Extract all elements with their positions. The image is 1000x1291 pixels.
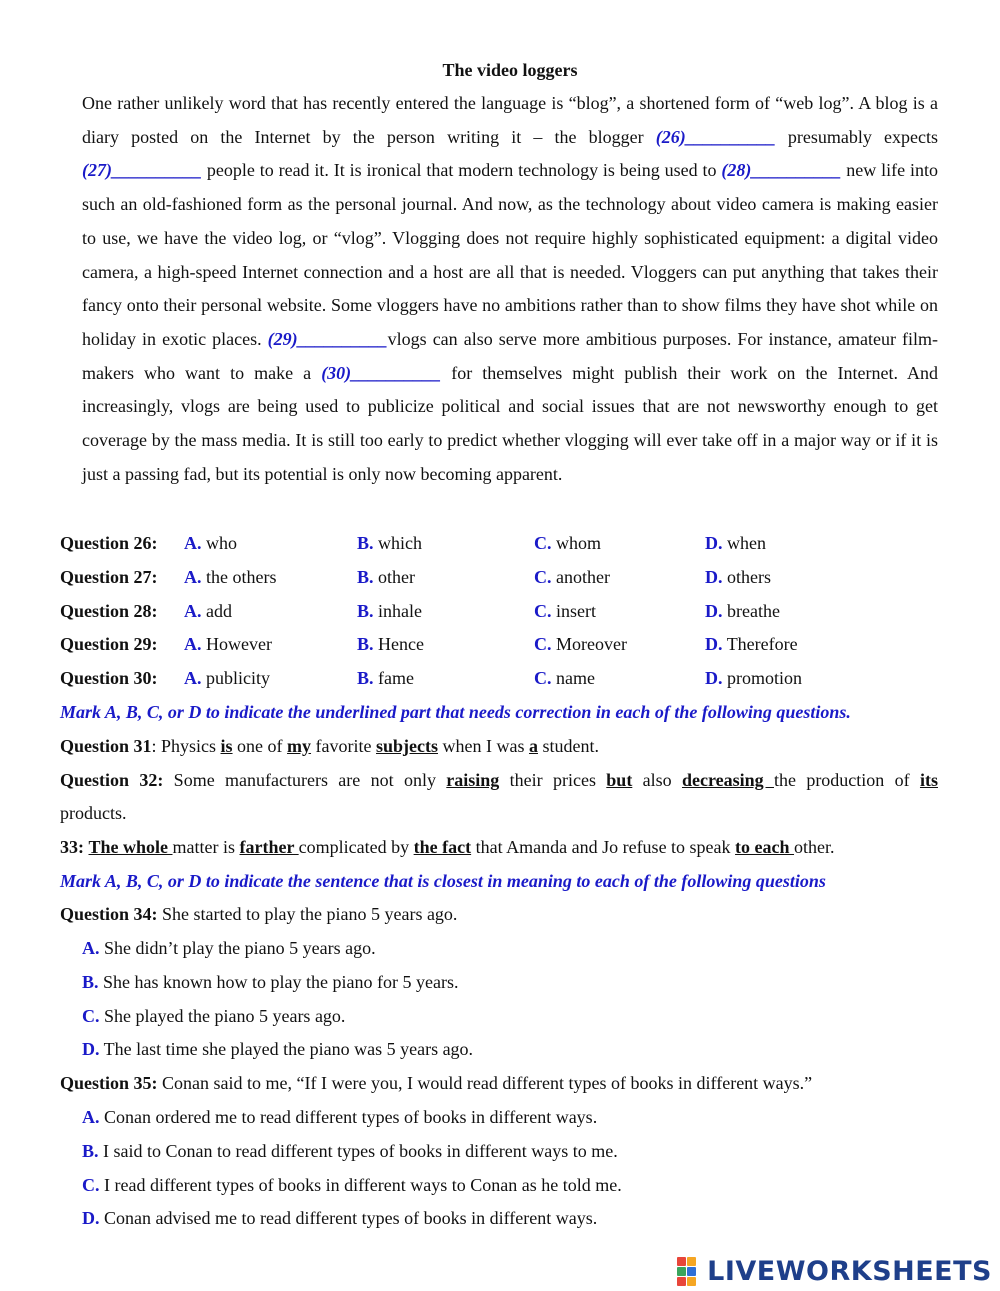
- question-33: 33: The whole matter is farther complicated by the fact that Amanda and Jo refuse to speak to each other.: [60, 837, 835, 857]
- answer-option[interactable]: B. fame: [357, 668, 414, 688]
- passage-title: The video loggers: [442, 60, 578, 80]
- underlined-part[interactable]: the fact: [413, 837, 472, 857]
- answer-option[interactable]: B. She has known how to play the piano for 5 years.: [82, 972, 459, 992]
- answer-option[interactable]: D. Therefore: [705, 634, 798, 654]
- gap-blank[interactable]: (30)__________: [321, 362, 442, 383]
- answer-option[interactable]: B. inhale: [357, 601, 422, 621]
- underlined-part[interactable]: The whole: [88, 837, 173, 857]
- answer-option[interactable]: B. which: [357, 533, 423, 553]
- gap-blank[interactable]: (29)__________: [267, 328, 388, 349]
- answer-option[interactable]: A. who: [184, 533, 237, 553]
- underlined-part[interactable]: a: [528, 736, 538, 756]
- mc-question-row: [0, 632, 1000, 656]
- answer-option[interactable]: C. whom: [534, 533, 601, 553]
- underlined-part[interactable]: subjects: [376, 736, 438, 756]
- gap-blank[interactable]: (28)__________: [721, 160, 842, 181]
- answer-option[interactable]: B. I said to Conan to read different types of books in different ways to me.: [82, 1141, 618, 1161]
- mc-question-row: [0, 666, 1000, 690]
- answer-option[interactable]: A. However: [184, 634, 272, 654]
- answer-option[interactable]: A. the others: [184, 567, 277, 587]
- passage-text: One rather unlikely word that has recently entered the language is “blog”, a shortened form of “web log”. A blog is a diary posted on the Internet by the person writing it – the blogger: [82, 93, 938, 147]
- answer-option[interactable]: A. Conan ordered me to read different types of books in different ways.: [82, 1107, 598, 1127]
- question-31: Question 31: Physics is one of my favorite subjects when I was a student.: [60, 736, 599, 756]
- passage-text: for themselves might publish their work on the Internet. And increasingly, vlogs are being used to publicize political and social issues that are not newsworthy enough to get coverage by the mass media. It is still too early to predict whether vlogging will ever take off in a major way or if it is just a passing fad, but its potential is only now becoming apparent.: [82, 362, 939, 484]
- underlined-part[interactable]: is: [220, 736, 233, 756]
- answer-option[interactable]: D. promotion: [705, 668, 802, 688]
- question-label: Question 31: [60, 736, 152, 756]
- question-label: Question 28:: [60, 601, 158, 621]
- gap-blank[interactable]: (26)__________: [655, 126, 776, 147]
- question-label: 33:: [60, 837, 84, 857]
- underlined-part[interactable]: to each: [735, 837, 795, 857]
- mc-question-row: [0, 599, 1000, 623]
- answer-option[interactable]: C. insert: [534, 601, 596, 621]
- answer-option[interactable]: D. The last time she played the piano was 5 years ago.: [82, 1039, 474, 1059]
- logo-squares-icon: [677, 1257, 703, 1285]
- underlined-part[interactable]: my: [287, 736, 312, 756]
- answer-option[interactable]: B. other: [357, 567, 415, 587]
- reading-passage: [82, 87, 938, 491]
- underlined-part[interactable]: its: [919, 770, 938, 790]
- answer-option[interactable]: B. Hence: [357, 634, 424, 654]
- gap-blank[interactable]: (27)__________: [82, 160, 202, 181]
- correction-instruction: Mark A, B, C, or D to indicate the underlined part that needs correction in each of the following questions.: [60, 702, 851, 722]
- answer-option[interactable]: C. She played the piano 5 years ago.: [82, 1006, 346, 1026]
- question-34: Question 34: She started to play the piano 5 years ago.: [60, 904, 458, 924]
- passage-text: new life into such an old-fashioned form as the personal journal. And now, as the technology about video camera is making easier to use, we have the video log, or “vlog”. Vlogging does not require highly sophisticated equipment: a digital video camera, a high-speed Internet connection and a host are all that is needed. Vloggers can put anything that takes their fancy onto their personal website. Some vloggers have no ambitions rather than to show films they have shot while on holiday in exotic places.: [82, 160, 938, 349]
- passage-text: people to read it. It is ironical that modern technology is being used to: [202, 160, 722, 181]
- passage-text: presumably expects: [775, 126, 939, 147]
- answer-option[interactable]: D. when: [705, 533, 766, 553]
- answer-option[interactable]: A. She didn’t play the piano 5 years ago.: [82, 938, 376, 958]
- question-32-continued: products.: [60, 803, 127, 823]
- answer-option[interactable]: C. another: [534, 567, 610, 587]
- meaning-instruction: Mark A, B, C, or D to indicate the sentence that is closest in meaning to each of the following questions: [60, 871, 826, 891]
- logo-text: LIVEWORKSHEETS: [707, 1255, 992, 1287]
- question-35: Question 35: Conan said to me, “If I were you, I would read different types of books in different ways.”: [60, 1073, 813, 1093]
- underlined-part[interactable]: but: [606, 770, 633, 790]
- answer-option[interactable]: A. add: [184, 601, 232, 621]
- question-label: Question 27:: [60, 567, 158, 587]
- question-32: Question 32: Some manufacturers are not only raising their prices but also decreasing the production of its: [60, 770, 938, 790]
- mc-question-row: [0, 531, 1000, 555]
- question-label: Question 34:: [60, 904, 158, 924]
- question-label: Question 29:: [60, 634, 158, 654]
- underlined-part[interactable]: farther: [239, 837, 299, 857]
- answer-option[interactable]: A. publicity: [184, 668, 270, 688]
- mc-question-row: [0, 565, 1000, 589]
- answer-option[interactable]: D. breathe: [705, 601, 780, 621]
- underlined-part[interactable]: decreasing: [681, 770, 774, 790]
- answer-option[interactable]: D. others: [705, 567, 771, 587]
- answer-option[interactable]: C. I read different types of books in different ways to Conan as he told me.: [82, 1175, 622, 1195]
- question-label: Question 30:: [60, 668, 158, 688]
- liveworksheets-logo: [677, 1254, 992, 1288]
- passage-text: vlogs can also serve more ambitious purposes. For instance, amateur film-makers who want to make a: [82, 328, 938, 383]
- answer-option[interactable]: C. Moreover: [534, 634, 627, 654]
- answer-option[interactable]: C. name: [534, 668, 595, 688]
- question-label: Question 26:: [60, 533, 158, 553]
- question-label: Question 35:: [60, 1073, 158, 1093]
- underlined-part[interactable]: raising: [446, 770, 500, 790]
- answer-option[interactable]: D. Conan advised me to read different types of books in different ways.: [82, 1208, 598, 1228]
- question-label: Question 32:: [60, 770, 164, 790]
